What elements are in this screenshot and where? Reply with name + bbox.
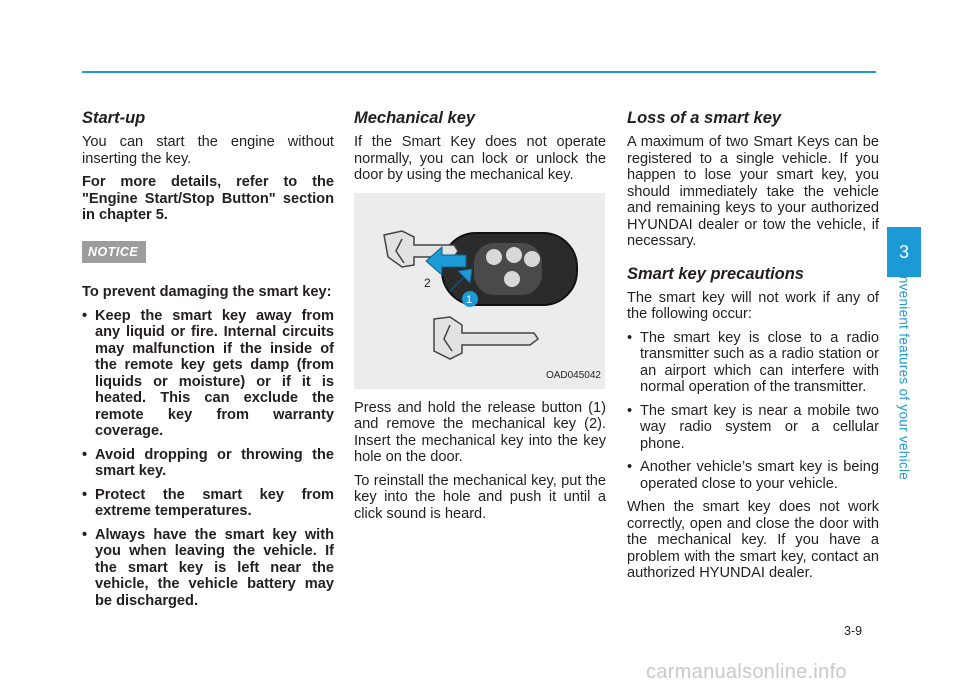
notice-intro: To prevent damaging the smart key: [82,284,332,300]
heading-start-up: Start-up [82,109,146,127]
list-item: • The smart key is near a mobile two way radio system or a cellular phone. [627,403,879,453]
list-item: • Avoid dropping or throwing the smart key. [82,447,334,480]
chapter-tab: 3 [887,227,921,277]
heading-loss-of-smart-key: Loss of a smart key [627,109,782,127]
precautions-para-1: The smart key will not work if any of the following occur: [627,289,879,322]
column-mechanical-key [354,108,606,529]
loss-para-1: A maximum of two Smart Keys can be registered to a single vehicle. If you happen to lose your smart key, you should immediately take the vehicle and remaining keys to your authorized HYUNDAI dealer or tow the vehicle, if necessary. [627,134,879,249]
list-item: • The smart key is close to a radio transmitter such as a radio station or an airport which can interfere with normal operation of the transmitter. [627,330,879,396]
list-item: • Protect the smart key from extreme temperatures. [82,487,334,520]
column-smart-key-loss [627,108,879,589]
callout-1: 1 [466,293,473,306]
heading-smart-key-precautions: Smart key precautions [627,264,804,283]
list-item: • Always have the smart key with you when leaving the vehicle. If the smart key is left near the vehicle, the vehicle battery may be discharged. [82,527,334,610]
precautions-bullet-list [627,330,879,493]
start-up-para-1: You can start the engine without inserting the key. [82,134,334,167]
mechanical-key-para-2: Press and hold the release button (1) and remove the mechanical key (2). Insert the mechanical key into the key hole on the door. [354,399,606,465]
list-item: • Another vehicle’s smart key is being operated close to your vehicle. [627,459,879,492]
watermark: carmanualsonline.info [646,661,847,683]
precautions-para-2: When the smart key does not work correctly, open and close the door with the mechanical key. If you have a problem with the smart key, contact an authorized HYUNDAI dealer. [627,499,879,581]
column-start-up [82,108,334,616]
list-item: • Keep the smart key away from any liquid or fire. Internal circuits may malfunction if the inside of the remote key gets damp (from liquids or moisture) or if it is heated. This can exclude the remote key from warranty coverage. [82,308,334,440]
page-number: 3-9 [844,624,863,638]
top-rule [82,71,876,73]
chapter-title: Convenient features of your vehicle [896,257,912,481]
start-up-para-2: For more details, refer to the "Engine Start/Stop Button" section in chapter 5. [82,174,334,223]
callout-2: 2 [424,275,431,290]
figure-code: OAD045042 [545,370,601,381]
spare-key-icon [434,317,538,359]
mechanical-key-para-1: If the Smart Key does not operate normally, you can lock or unlock the door by using the mechanical key. [354,134,606,183]
notice-bullet-list [82,308,334,610]
notice-label: NOTICE [82,241,146,264]
heading-mechanical-key: Mechanical key [354,109,476,127]
mechanical-key-para-3: To reinstall the mechanical key, put the key into the hole and push it until a click sound is heard. [354,472,606,522]
smart-key-illustration [354,193,605,389]
smart-key-figure [354,193,605,389]
